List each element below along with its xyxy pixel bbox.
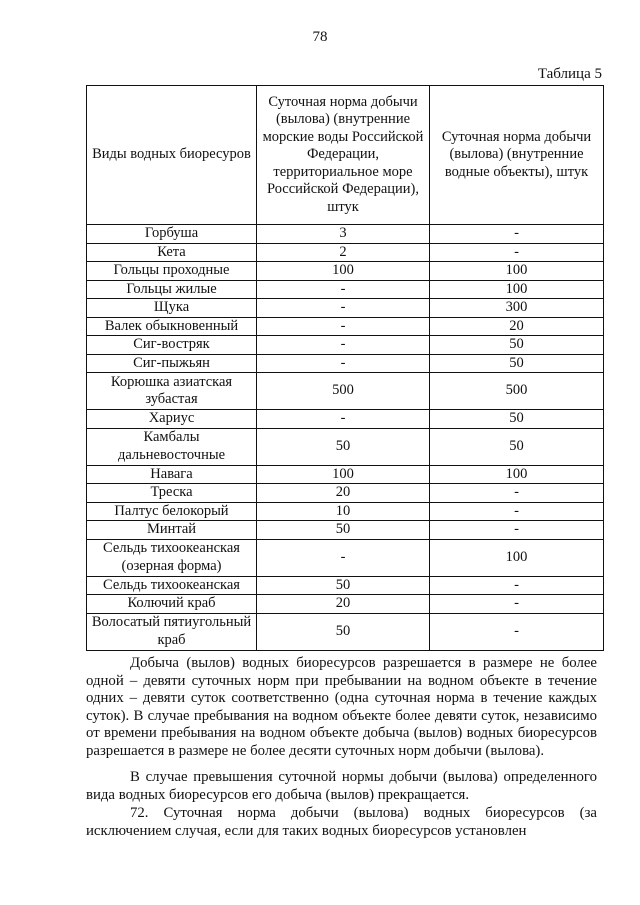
cell-sea-norm: 500	[257, 373, 430, 410]
table-row	[87, 317, 604, 336]
cell-sea-norm: -	[257, 280, 430, 299]
cell-inland-norm: -	[430, 595, 604, 614]
cell-inland-norm: 50	[430, 410, 604, 429]
cell-inland-norm: 100	[430, 539, 604, 576]
cell-species: Волосатый пятиугольный краб	[87, 613, 257, 650]
cell-species: Камбалы дальневосточные	[87, 428, 257, 465]
cell-inland-norm: -	[430, 502, 604, 521]
cell-sea-norm: 50	[257, 576, 430, 595]
header-sea-norm: Суточная норма добычи (вылова) (внутренние морские воды Российской Федерации, территориальное море Российской Федерации), штук	[257, 86, 430, 225]
cell-species: Палтус белокорый	[87, 502, 257, 521]
cell-species: Колючий краб	[87, 595, 257, 614]
cell-inland-norm: -	[430, 613, 604, 650]
cell-inland-norm: 50	[430, 336, 604, 355]
cell-inland-norm: 20	[430, 317, 604, 336]
table-row	[87, 539, 604, 576]
cell-inland-norm: -	[430, 243, 604, 262]
header-species: Виды водных биоресуров	[87, 86, 257, 225]
table-row	[87, 484, 604, 503]
cell-inland-norm: 50	[430, 428, 604, 465]
cell-species: Навага	[87, 465, 257, 484]
cell-species: Сельдь тихоокеанская	[87, 576, 257, 595]
cell-species: Кета	[87, 243, 257, 262]
table-row	[87, 299, 604, 318]
table-row	[87, 521, 604, 540]
table-header-row	[87, 86, 604, 225]
table-caption: Таблица 5	[537, 66, 602, 82]
table-body	[87, 225, 604, 651]
cell-sea-norm: -	[257, 299, 430, 318]
cell-species: Сиг-пыжьян	[87, 354, 257, 373]
cell-inland-norm: 100	[430, 465, 604, 484]
cell-inland-norm: -	[430, 225, 604, 244]
table-row	[87, 502, 604, 521]
cell-sea-norm: -	[257, 336, 430, 355]
table-row	[87, 373, 604, 410]
cell-inland-norm: -	[430, 576, 604, 595]
paragraph-item-72: 72. Суточная норма добычи (вылова) водных биоресурсов (за исключением случая, если для таких водных биоресурсов установлен	[86, 805, 597, 839]
cell-species: Сельдь тихоокеанская (озерная форма)	[87, 539, 257, 576]
cell-sea-norm: 2	[257, 243, 430, 262]
cell-sea-norm: 20	[257, 484, 430, 503]
cell-sea-norm: 10	[257, 502, 430, 521]
cell-sea-norm: -	[257, 410, 430, 429]
cell-species: Сиг-востряк	[87, 336, 257, 355]
cell-species: Щука	[87, 299, 257, 318]
cell-sea-norm: -	[257, 354, 430, 373]
table-row	[87, 225, 604, 244]
table-row	[87, 465, 604, 484]
cell-species: Треска	[87, 484, 257, 503]
table-row	[87, 613, 604, 650]
table-row	[87, 336, 604, 355]
cell-species: Хариус	[87, 410, 257, 429]
cell-sea-norm: 20	[257, 595, 430, 614]
table-row	[87, 262, 604, 281]
cell-inland-norm: 50	[430, 354, 604, 373]
cell-inland-norm: -	[430, 484, 604, 503]
cell-sea-norm: 50	[257, 613, 430, 650]
cell-species: Гольцы проходные	[87, 262, 257, 281]
cell-species: Корюшка азиатская зубастая	[87, 373, 257, 410]
cell-sea-norm: 50	[257, 428, 430, 465]
table-row	[87, 410, 604, 429]
cell-sea-norm: -	[257, 317, 430, 336]
table-row	[87, 428, 604, 465]
header-inland-norm: Суточная норма добычи (вылова) (внутренние водные объекты), штук	[430, 86, 604, 225]
cell-sea-norm: -	[257, 539, 430, 576]
cell-inland-norm: 300	[430, 299, 604, 318]
table-row	[87, 243, 604, 262]
table-row	[87, 280, 604, 299]
cell-sea-norm: 50	[257, 521, 430, 540]
cell-species: Валек обыкновенный	[87, 317, 257, 336]
cell-inland-norm: 500	[430, 373, 604, 410]
paragraph-daily-norm-rule: Добыча (вылов) водных биоресурсов разрешается в размере не более одной – девяти суточных норм при пребывании на водном объекте в течение одних – девяти суток соответственно (одна суточная норма в течение каждых суток). В случае пребывания на водном объекте более девяти суток, независимо от времени пребывания на водном объекте добыча (вылов) водных биоресурсов разрешается в размере не более десяти суточных норм добычи (вылова).	[86, 655, 597, 759]
cell-sea-norm: 3	[257, 225, 430, 244]
table-row	[87, 576, 604, 595]
table-row	[87, 354, 604, 373]
cell-inland-norm: -	[430, 521, 604, 540]
cell-sea-norm: 100	[257, 262, 430, 281]
table-row	[87, 595, 604, 614]
cell-inland-norm: 100	[430, 280, 604, 299]
paragraph-exceed-rule: В случае превышения суточной нормы добычи (вылова) определенного вида водных биоресурсов его добыча (вылов) прекращается.	[86, 769, 597, 803]
catch-norms-table	[86, 85, 604, 651]
cell-species: Минтай	[87, 521, 257, 540]
cell-species: Гольцы жилые	[87, 280, 257, 299]
cell-sea-norm: 100	[257, 465, 430, 484]
page-number: 78	[312, 29, 328, 45]
cell-inland-norm: 100	[430, 262, 604, 281]
cell-species: Горбуша	[87, 225, 257, 244]
